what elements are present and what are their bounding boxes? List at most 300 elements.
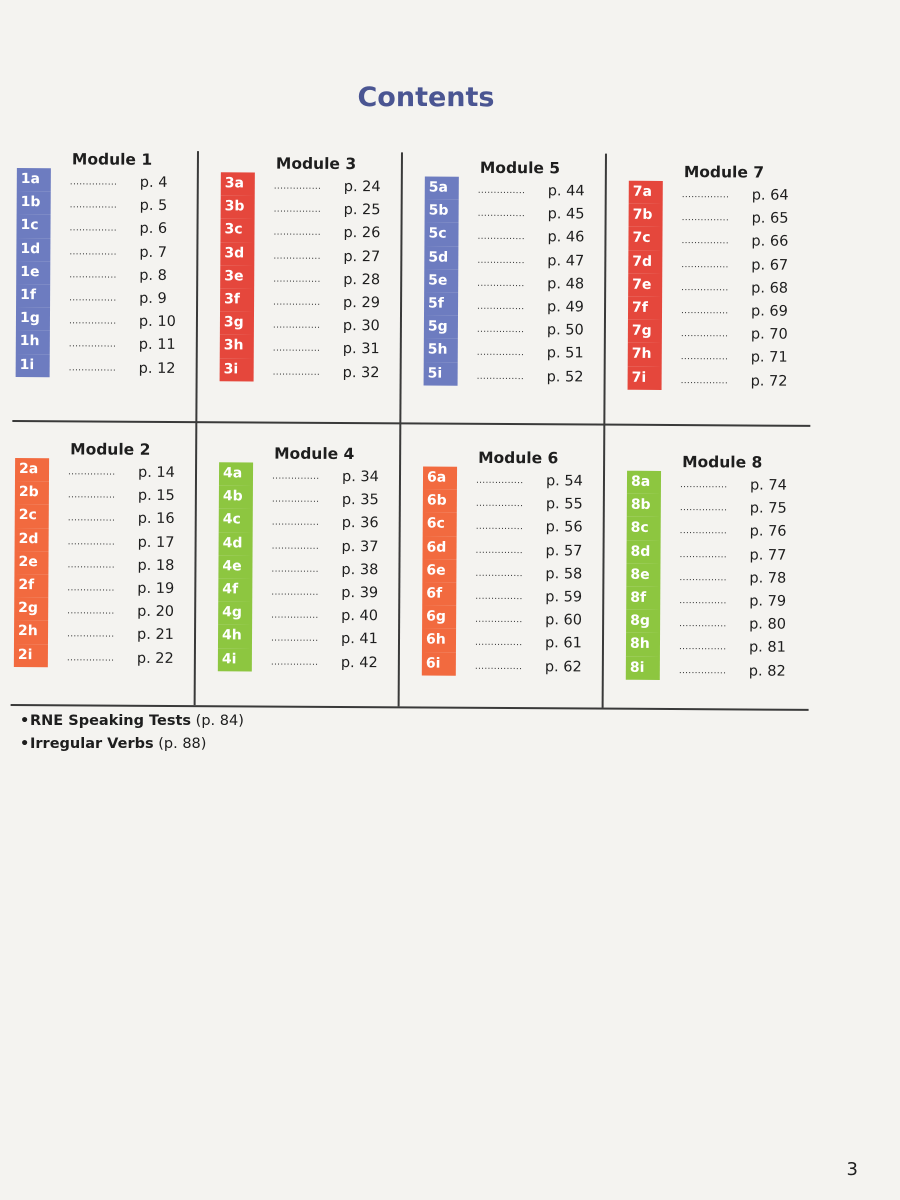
leader-dots: ............... [273, 297, 321, 308]
unit-row[interactable] [273, 361, 403, 385]
leader-dots: ............... [273, 274, 321, 285]
leader-dots: ............... [69, 177, 118, 188]
unit-row[interactable] [475, 539, 605, 563]
unit-row[interactable] [681, 370, 811, 394]
leader-dots: ............... [271, 517, 320, 529]
page-reference: p. 39 [341, 584, 379, 602]
page-reference: p. 30 [342, 318, 380, 335]
leader-dots: ............... [474, 661, 523, 672]
unit-row[interactable] [680, 474, 810, 498]
unit-row[interactable] [271, 605, 401, 629]
leader-dots: ............... [67, 629, 115, 640]
page-reference: p. 19 [137, 580, 175, 597]
leader-dots: ............... [679, 619, 727, 630]
page-reference: p. 10 [138, 313, 176, 331]
leader-dots: ............... [678, 642, 727, 653]
unit-row[interactable] [681, 230, 811, 254]
page-reference: p. 22 [136, 650, 174, 667]
unit-row[interactable] [681, 254, 811, 278]
unit-code[interactable]: 2f [14, 574, 48, 597]
page-reference: p. 37 [341, 538, 379, 555]
unit-page-list [475, 470, 606, 679]
unit-row[interactable] [681, 346, 811, 370]
unit-row[interactable] [477, 342, 607, 366]
unit-row[interactable] [271, 558, 401, 582]
unit-code[interactable]: 1g [16, 307, 50, 330]
leader-dots: ............... [680, 352, 729, 363]
leader-dots: ............... [271, 564, 319, 575]
unit-code[interactable]: 5d [424, 246, 458, 269]
page-reference: p. 51 [546, 345, 584, 362]
unit-code[interactable]: 1h [16, 330, 50, 353]
module-title: Module 5 [479, 158, 561, 178]
unit-code[interactable]: 7g [628, 320, 662, 343]
page-reference: p. 50 [546, 322, 584, 339]
unit-row[interactable] [476, 470, 606, 494]
page-reference: p. 26 [343, 225, 381, 242]
unit-page-list [69, 171, 200, 380]
module-block [420, 158, 612, 429]
unit-code[interactable]: 1c [16, 214, 50, 237]
page-reference: p. 4 [139, 174, 168, 191]
unit-code[interactable]: 5b [425, 200, 459, 223]
page-reference: p. 62 [544, 658, 582, 675]
unit-row[interactable] [272, 466, 402, 490]
page-reference: p. 66 [751, 233, 789, 251]
unit-row[interactable] [273, 292, 403, 316]
page-reference: p. 74 [749, 477, 787, 494]
unit-row[interactable] [271, 628, 401, 652]
unit-code[interactable]: 4i [218, 648, 252, 671]
unit-code[interactable]: 8e [626, 563, 660, 586]
unit-code-strip [14, 458, 49, 667]
leader-dots: ............... [272, 367, 321, 378]
page-number: 3 [846, 1159, 858, 1180]
leader-dots: ............... [67, 490, 116, 501]
leader-dots: ............... [474, 638, 523, 649]
module-block [11, 440, 203, 711]
page-reference: p. 69 [750, 303, 788, 320]
module-block [624, 163, 816, 434]
leader-dots: ............... [477, 278, 525, 289]
unit-code[interactable]: 6f [422, 582, 456, 605]
leader-dots: ............... [681, 213, 730, 224]
page-reference: p. 46 [547, 229, 585, 246]
unit-page-list [477, 180, 608, 389]
leader-dots: ............... [273, 204, 322, 216]
page-reference: p. 64 [751, 187, 789, 204]
unit-row[interactable] [273, 315, 403, 339]
unit-code[interactable]: 5h [424, 339, 458, 362]
page-reference: p. 25 [343, 202, 381, 219]
unit-row[interactable] [475, 632, 605, 656]
leader-dots: ............... [271, 587, 319, 598]
leader-dots: ............... [68, 316, 117, 327]
unit-row[interactable] [274, 176, 404, 200]
unit-code[interactable]: 8c [627, 517, 661, 540]
unit-code[interactable]: 3b [221, 195, 255, 218]
leader-dots: ............... [67, 513, 116, 524]
leader-dots: ............... [679, 526, 728, 537]
unit-row[interactable] [679, 544, 809, 568]
leader-dots: ............... [272, 343, 321, 355]
unit-row[interactable] [475, 563, 605, 587]
unit-code-strip [422, 467, 457, 676]
unit-code[interactable]: 6d [423, 536, 457, 559]
unit-row[interactable] [69, 357, 199, 381]
page-reference: p. 77 [749, 547, 787, 564]
leader-dots: ............... [477, 255, 525, 266]
page-reference: p. 54 [545, 473, 583, 490]
extra-label: RNE Speaking Tests [30, 713, 192, 729]
leader-dots: ............... [68, 467, 116, 478]
unit-code[interactable]: 5e [424, 269, 458, 292]
unit-row[interactable] [679, 636, 809, 660]
leader-dots: ............... [270, 657, 319, 668]
unit-row[interactable] [273, 222, 403, 246]
unit-row[interactable] [681, 277, 811, 301]
unit-code[interactable]: 8g [626, 610, 660, 633]
unit-code[interactable]: 5a [425, 177, 459, 200]
unit-row[interactable] [477, 365, 607, 389]
unit-code[interactable]: 3f [220, 288, 254, 311]
unit-row[interactable] [476, 493, 606, 517]
unit-code[interactable]: 3e [220, 265, 254, 288]
unit-code[interactable]: 7b [629, 204, 663, 227]
unit-row[interactable] [68, 485, 198, 509]
leader-dots: ............... [67, 536, 116, 548]
page-reference: p. 31 [342, 341, 380, 358]
page-reference: p. 41 [340, 631, 378, 648]
page-reference: p. 28 [343, 271, 381, 288]
leader-dots: ............... [271, 541, 320, 552]
unit-code[interactable]: 1i [16, 354, 50, 377]
page-reference: p. 56 [545, 519, 583, 536]
leader-dots: ............... [680, 375, 729, 386]
unit-code-strip [220, 172, 255, 381]
unit-code[interactable]: 4c [219, 509, 253, 532]
leader-dots: ............... [475, 475, 524, 487]
unit-code[interactable]: 7e [628, 274, 662, 297]
leader-dots: ............... [475, 568, 523, 579]
unit-code[interactable]: 4g [218, 601, 252, 624]
unit-code[interactable]: 2d [15, 528, 49, 551]
unit-code[interactable]: 2c [15, 504, 49, 527]
page-reference: p. 35 [341, 492, 379, 509]
unit-code[interactable]: 2a [15, 458, 49, 481]
page-reference: p. 58 [545, 566, 583, 583]
page-reference: p. 8 [139, 267, 167, 284]
page-reference: p. 70 [750, 326, 788, 343]
leader-dots: ............... [476, 324, 525, 336]
unit-page-list [271, 466, 402, 675]
leader-dots: ............... [680, 329, 729, 340]
unit-row[interactable] [69, 264, 199, 288]
leader-dots: ............... [67, 583, 115, 594]
page-reference: p. 32 [342, 364, 380, 381]
unit-row[interactable] [69, 310, 199, 334]
page-reference: p. 55 [545, 496, 583, 513]
leader-dots: ............... [678, 665, 727, 676]
unit-row[interactable] [69, 241, 199, 265]
page-reference: p. 60 [545, 612, 583, 629]
unit-row[interactable] [272, 512, 402, 536]
page-reference: p. 48 [547, 276, 585, 293]
unit-code[interactable]: 1e [16, 261, 50, 284]
leader-dots: ............... [68, 362, 117, 374]
unit-code-strip [628, 181, 663, 390]
leader-dots: ............... [477, 185, 526, 197]
unit-row[interactable] [475, 609, 605, 633]
page-reference: p. 5 [139, 197, 168, 215]
page-reference: p. 11 [138, 337, 176, 354]
extra-sections [20, 710, 244, 756]
leader-dots: ............... [273, 227, 321, 239]
unit-row[interactable] [68, 508, 198, 532]
leader-dots: ............... [476, 348, 525, 359]
module-block [12, 150, 204, 421]
leader-dots: ............... [475, 591, 523, 603]
unit-code[interactable]: 6c [423, 513, 457, 536]
unit-row[interactable] [67, 577, 197, 601]
extra-item[interactable] [20, 733, 244, 756]
page-reference: p. 9 [139, 290, 167, 307]
unit-row[interactable] [67, 554, 197, 578]
unit-row[interactable] [477, 226, 607, 250]
page-reference: p. 79 [749, 593, 787, 610]
unit-code[interactable]: 8i [626, 656, 660, 679]
leader-dots: ............... [475, 499, 524, 510]
leader-dots: ............... [271, 494, 320, 506]
unit-row[interactable] [272, 489, 402, 513]
page-reference: p. 6 [139, 221, 168, 238]
unit-row[interactable] [679, 660, 809, 684]
module-title: Module 4 [274, 444, 355, 464]
leader-dots: ............... [679, 549, 727, 560]
unit-row[interactable] [477, 296, 607, 320]
unit-code[interactable]: 7i [628, 366, 662, 389]
unit-code[interactable]: 5i [424, 362, 458, 385]
module-title: Module 8 [682, 453, 763, 472]
unit-page-list [679, 474, 810, 683]
unit-code[interactable]: 5g [424, 316, 458, 339]
unit-row[interactable] [70, 171, 200, 195]
module-block [419, 448, 611, 719]
module-title: Module 7 [683, 163, 765, 182]
unit-row[interactable] [271, 582, 401, 606]
unit-code[interactable]: 4b [219, 485, 253, 508]
unit-row[interactable] [271, 651, 401, 675]
unit-code[interactable]: 3c [220, 219, 254, 242]
module-title: Module 3 [275, 154, 357, 174]
unit-code[interactable]: 8b [627, 494, 661, 517]
unit-code[interactable]: 6e [422, 559, 456, 582]
unit-code[interactable]: 5c [424, 223, 458, 246]
unit-code[interactable]: 6b [423, 490, 457, 513]
leader-dots: ............... [477, 301, 525, 313]
unit-code[interactable]: 4h [218, 625, 252, 648]
leader-dots: ............... [271, 471, 320, 482]
unit-code[interactable]: 1a [17, 168, 51, 191]
unit-row[interactable] [679, 590, 809, 614]
unit-code[interactable]: 1d [16, 238, 50, 261]
unit-code[interactable]: 3i [220, 358, 254, 381]
unit-code[interactable]: 3h [220, 335, 254, 358]
unit-code[interactable]: 1f [16, 284, 50, 307]
unit-row[interactable] [273, 338, 403, 362]
leader-dots: ............... [67, 560, 115, 571]
unit-row[interactable] [475, 586, 605, 610]
unit-code[interactable]: 3g [220, 311, 254, 334]
leader-dots: ............... [679, 503, 728, 514]
extra-label: Irregular Verbs [30, 736, 154, 752]
unit-code[interactable]: 7a [629, 181, 663, 204]
unit-row[interactable] [682, 184, 812, 208]
unit-row[interactable] [273, 245, 403, 269]
page-reference: p. 12 [138, 360, 176, 377]
unit-code[interactable]: 4d [219, 532, 253, 555]
unit-row[interactable] [679, 613, 809, 637]
unit-row[interactable] [477, 319, 607, 343]
unit-row[interactable] [67, 600, 197, 624]
page-reference: p. 45 [547, 206, 585, 223]
unit-code[interactable]: 4f [218, 578, 252, 601]
page-reference: p. 44 [547, 183, 585, 200]
unit-row[interactable] [477, 273, 607, 297]
page-reference: p. 17 [137, 534, 175, 551]
unit-page-list [67, 461, 198, 670]
leader-dots: ............... [477, 209, 526, 220]
page-reference: p. 24 [343, 179, 381, 196]
unit-row[interactable] [68, 531, 198, 555]
page-title: Contents [357, 82, 495, 113]
unit-code[interactable]: 6a [423, 467, 457, 490]
unit-row[interactable] [681, 323, 811, 347]
page-reference: p. 71 [750, 349, 788, 367]
leader-dots: ............... [67, 606, 115, 617]
unit-row[interactable] [679, 567, 809, 591]
leader-dots: ............... [271, 610, 319, 621]
unit-page-list [273, 176, 404, 385]
unit-row[interactable] [478, 180, 608, 204]
unit-row[interactable] [475, 655, 605, 679]
leader-dots: ............... [475, 614, 523, 626]
unit-row[interactable] [478, 203, 608, 227]
unit-code[interactable]: 8d [626, 540, 660, 563]
leader-dots: ............... [475, 522, 524, 533]
page-reference: p. 18 [137, 557, 175, 574]
page-reference: p. 29 [343, 294, 380, 312]
page-reference: p. 47 [547, 252, 585, 270]
leader-dots: ............... [679, 480, 728, 491]
unit-code[interactable]: 8h [626, 633, 660, 656]
leader-dots: ............... [681, 282, 729, 294]
unit-code[interactable]: 1b [17, 191, 51, 214]
unit-row[interactable] [69, 334, 199, 358]
unit-row[interactable] [67, 624, 197, 648]
page-reference: p. 38 [341, 561, 379, 578]
leader-dots: ............... [681, 190, 730, 201]
page-reference: p. 20 [137, 603, 175, 621]
page-reference: p. 52 [546, 368, 584, 385]
unit-row[interactable] [274, 199, 404, 223]
unit-code[interactable]: 8a [627, 471, 661, 494]
leader-dots: ............... [66, 652, 115, 664]
unit-code[interactable]: 2h [14, 620, 48, 643]
unit-code[interactable]: 2g [14, 597, 48, 620]
page-reference: p. 78 [749, 570, 787, 587]
unit-code[interactable]: 6g [422, 606, 456, 629]
module-block [216, 154, 408, 425]
unit-row[interactable] [477, 249, 607, 273]
unit-code-strip [218, 462, 253, 671]
unit-code[interactable]: 6i [422, 652, 456, 675]
leader-dots: ............... [68, 339, 117, 350]
unit-code[interactable]: 7h [628, 343, 662, 366]
unit-code[interactable]: 2i [14, 644, 48, 667]
unit-row[interactable] [273, 268, 403, 292]
unit-row[interactable] [68, 461, 198, 485]
unit-code[interactable]: 7d [628, 250, 662, 273]
unit-row[interactable] [476, 516, 606, 540]
extra-item[interactable] [20, 710, 244, 733]
page-reference: p. 40 [341, 608, 379, 625]
unit-row[interactable] [680, 520, 810, 544]
unit-code[interactable]: 5f [424, 292, 458, 315]
unit-row[interactable] [682, 207, 812, 231]
leader-dots: ............... [69, 270, 117, 281]
contents-grid [11, 150, 812, 711]
unit-row[interactable] [680, 497, 810, 521]
unit-row[interactable] [272, 535, 402, 559]
page-reference: p. 67 [751, 257, 789, 274]
page-reference: p. 61 [544, 635, 582, 652]
page-reference: p. 7 [139, 244, 168, 261]
unit-code[interactable]: 7f [628, 297, 662, 320]
unit-code[interactable]: 6h [422, 629, 456, 652]
page-reference: p. 80 [749, 616, 787, 633]
page-reference: p. 81 [748, 639, 786, 657]
unit-code[interactable]: 8f [626, 587, 660, 610]
unit-code[interactable]: 4a [219, 462, 253, 485]
unit-row[interactable] [67, 647, 197, 671]
module-title: Module 1 [71, 150, 153, 169]
unit-row[interactable] [69, 287, 199, 311]
unit-code[interactable]: 7c [628, 227, 662, 250]
leader-dots: ............... [69, 200, 118, 211]
page-reference: p. 21 [136, 627, 174, 644]
page-reference: p. 34 [341, 469, 379, 486]
module-title: Module 2 [70, 440, 151, 459]
unit-code[interactable]: 4e [218, 555, 252, 578]
leader-dots: ............... [475, 545, 524, 556]
unit-code-strip [424, 177, 459, 386]
bullet: • [20, 736, 30, 752]
page-reference: p. 76 [749, 523, 787, 541]
extra-page: (p. 88) [153, 736, 207, 752]
unit-code[interactable]: 3a [221, 172, 255, 195]
unit-code[interactable]: 2e [14, 551, 48, 574]
unit-row[interactable] [70, 195, 200, 219]
unit-code[interactable]: 3d [220, 242, 254, 265]
page-reference: p. 14 [137, 464, 175, 481]
unit-row[interactable] [69, 218, 199, 242]
extra-page: (p. 84) [191, 713, 244, 729]
unit-page-list [681, 184, 812, 393]
unit-row[interactable] [681, 300, 811, 324]
unit-code[interactable]: 2b [15, 481, 49, 504]
leader-dots: ............... [681, 259, 729, 270]
